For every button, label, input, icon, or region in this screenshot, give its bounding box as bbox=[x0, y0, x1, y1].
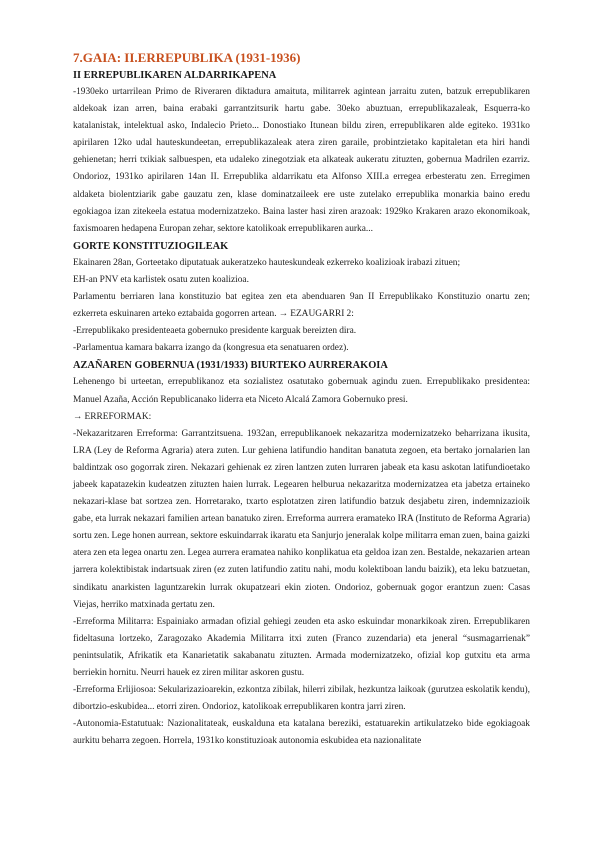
paragraph: -Parlamentua kamara bakarra izango da (kongresua eta senatuaren ordez). bbox=[73, 343, 349, 354]
paragraph: -1930eko urtarrilean Primo de Riveraren diktadura amaituta, militarrek agintean jarraitu zuten, batzuk errepublikaren aldekoak izan arren, baina erabaki garrantzitsurik hartu gabe. 30eko abuztuan, errepublikazaleak, Esquerra-ko katalanistak, intelektual asko, Indalecio Prieto... Donostiako Itunean bildu ziren, errepublikaren alde egiteko. 1931ko apirilaren 12ko udal hauteskundeetan, errepublikazaleak atera ziren garaile, probintzietako kapitaletan eta hiri handi gehienetan; herri txikiak salbuespen, eta udaleko zinegotziak eta alkateak aukeratu zituzten, gobernua Madrilen ezarriz. Ondorioz, 1931ko apirilaren 14an II. Errepublika aldarrikatu eta Alfonso XIII.a erregea erbesteratu zen. Erregimen aldaketa biolentziarik gabe gauzatu zen, klase dominatzaileek ere uste zutelako errepublika monarkia baino eredu egokiagoa izan zitekeela estatua modernizatzeko. Baina laster hasi ziren arazoak: 1929ko Krakaren arazo ekonomikoak, faxismoaren hedapena Europan zehar, sektore katolikoak errepublikaren aurka... bbox=[73, 87, 530, 234]
paragraph: Lehenengo bi urteetan, errepublikanoz eta sozialistez osatutako gobernuak agindu zuen. Errepublikako presidentea: Manuel Azaña, Acción Republicanako liderra eta Niceto Alcalá Zamora Gobernuko presi. bbox=[73, 377, 530, 405]
paragraph: -Erreforma Militarra: Espainiako armadan ofizial gehiegi zeuden eta asko eskuindar monarkikoak ziren. Errepublikaren fideltasuna lortzeko, Zaragozako Akademia Militarra itxi zuten (Franco zuzendaria) eta jeneral “susmagarrienak” penintsulatik, Afrikatik eta Kanarietatik sakabanatu zituzten. Armada modernizatzeko, ofizial kop gutxitu eta arma berriekin hornitu. Neurri hauek ez ziren militar askoren gustu. bbox=[73, 616, 530, 678]
paragraph: Parlamentu berriaren lana konstituzio bat egitea zen eta abenduaren 9an II Errepublikako Konstituzio onartu zen; ezkerreta eskuinaren arteko eztabaida gogorren artean. → EZAUGARRI 2: bbox=[73, 292, 530, 320]
document-page bbox=[73, 50, 530, 750]
section-heading: GORTE KONSTITUZIOGILEAK bbox=[73, 240, 229, 252]
page-title: 7.GAIA: II.ERREPUBLIKA (1931-1936) bbox=[73, 50, 301, 65]
paragraph: EH-an PNV eta karlistek osatu zuten koalizioa. bbox=[73, 274, 249, 285]
paragraph: → ERREFORMAK: bbox=[73, 411, 152, 422]
paragraph: -Erreforma Erlijiosoa: Sekularizazioarekin, ezkontza zibilak, hilerri zibilak, hezkuntza laikoak (gurutzea eskolatik kendu), dibortzio-eskubidea... etorri ziren. Ondorioz, katolikoak errepublikaren kontra jarri ziren. bbox=[73, 685, 530, 713]
paragraph: -Nekazaritzaren Erreforma: Garrantzitsuena. 1932an, errepublikanoek nekazaritza modernizatzeko beharrizana ikusita, LRA (Ley de Reforma Agraria) atera zuten. Lur gehiena latifundio handitan banatuta zegoen, eta bertako jornalarien lan baldintzak oso gogorrak ziren. Nekazari gehienak ez ziren lantzen zuten lurraren jabeak eta kasu askotan latifundioetako jabeek kapatazekin kudeatzen zituzten haien lurrak. Legearen helburua nekazaritza modernizatzea eta jabetza ertaineko nekazari-klase bat sortzea zen. Horretarako, txarto esplotatzen ziren latifundio batzuk desjabetu ziren, indemnizazioik gabe, eta lurrak nekazari familien artean banatuko ziren. Erreforma aurrera eramateko IRA (Instituto de Reforma Agraria) sortu zen. Lege honen aurrean, sektore eskuindarrak ikaratu eta Sanjurjo jeneralak kolpe militarra eman zuen, baina gaizki atera zen eta legea onartu zen. Legea aurrera eramatea nahiko konplikatua eta geldoa izan zen. Bestalde, nekazarien artean jarrera kolektibistak indartsuak ziren (ez zuten latifundio zatitu nahi, modu kolektiboan landu baizik), eta leku batzuetan, sindikatu anarkisten laguntzarekin lurrak okupatzeari ekin zioten. Ondorioz, gobernuak gogor erantzun zuen: Casas Viejas, herriko matxinada gertatu zen. bbox=[73, 428, 530, 610]
section-proclamation bbox=[73, 67, 530, 238]
section-constituent-courts bbox=[73, 238, 530, 358]
section-heading: AZAÑAREN GOBERNUA (1931/1933) BIURTEKO AURRERAKOIA bbox=[73, 360, 388, 372]
paragraph: -Autonomia-Estatutuak: Nazionalitateak, euskalduna eta katalana bereziki, estatuarekin artikulatzeko bide egokiagoak aurkitu beharra zegoen. Horrela, 1931ko konstituzioak autonomia eskubidea eta nazionalitate bbox=[73, 719, 530, 747]
section-heading: II ERREPUBLIKAREN ALDARRIKAPENA bbox=[73, 70, 277, 81]
paragraph: -Errepublikako presidenteaeta gobernuko presidente karguak bereizten dira. bbox=[73, 326, 357, 337]
paragraph: Ekainaren 28an, Gorteetako diputatuak aukeratzeko hauteskundeak ezkerreko koalizioak irabazi zituen; bbox=[73, 257, 461, 268]
section-azana-government bbox=[73, 357, 530, 750]
